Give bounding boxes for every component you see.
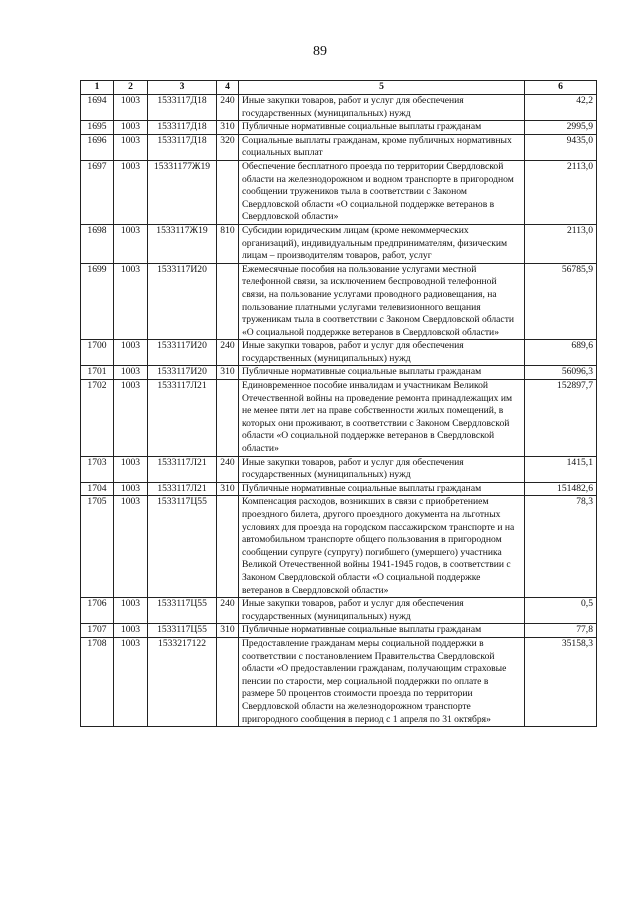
section-code: 1003 <box>114 121 148 135</box>
amount: 78,3 <box>525 496 597 598</box>
expense-type: 240 <box>217 456 239 482</box>
expense-type: 240 <box>217 95 239 121</box>
section-code: 1003 <box>114 224 148 263</box>
row-number: 1694 <box>81 95 114 121</box>
section-code: 1003 <box>114 598 148 624</box>
expense-type <box>217 380 239 457</box>
header-row <box>81 81 597 95</box>
row-number: 1702 <box>81 380 114 457</box>
expense-type: 810 <box>217 224 239 263</box>
section-code: 1003 <box>114 95 148 121</box>
table-row <box>81 637 597 726</box>
item-name: Иные закупки товаров, работ и услуг для обеспечения государственных (муниципальных) нужд <box>239 340 525 366</box>
item-name: Публичные нормативные социальные выплаты гражданам <box>239 482 525 496</box>
table-row <box>81 224 597 263</box>
amount: 151482,6 <box>525 482 597 496</box>
target-code: 1533117Д18 <box>148 134 217 160</box>
header-col-5: 5 <box>239 81 525 95</box>
target-code: 1533117Ж19 <box>148 224 217 263</box>
table-row <box>81 95 597 121</box>
item-name: Предоставление гражданам меры социальной поддержки в соответствии с постановлением Правительства Свердловской области «О предоставлении гражданам, получающим страховые пенсии по старости, мер социальной поддержки по оплате в размере 50 процентов стоимости проезда по территории Свердловской области на железнодорожном транспорте пригородного сообщения в период с 1 апреля по 31 октября» <box>239 637 525 726</box>
amount: 77,8 <box>525 624 597 638</box>
row-number: 1708 <box>81 637 114 726</box>
table-row <box>81 160 597 224</box>
target-code: 1533117Л21 <box>148 456 217 482</box>
target-code: 1533117И20 <box>148 263 217 340</box>
target-code: 1533117Л21 <box>148 482 217 496</box>
table-row <box>81 134 597 160</box>
table-row <box>81 456 597 482</box>
row-number: 1703 <box>81 456 114 482</box>
item-name: Компенсация расходов, возникших в связи с приобретением проездного билета, другого проездного документа на льготных условиях для проезда на городском пассажирском транспорте и на автомобильном транспорте общего пользования в пригородном сообщении супруге (супругу) погибшего (умершего) участника Великой Отечественной войны 1941-1945 годов, в соответствии с Законом Свердловской области «О социальной поддержке ветеранов в Свердловской области» <box>239 496 525 598</box>
header-col-1: 1 <box>81 81 114 95</box>
section-code: 1003 <box>114 160 148 224</box>
amount: 689,6 <box>525 340 597 366</box>
expense-type <box>217 637 239 726</box>
item-name: Субсидии юридическим лицам (кроме некоммерческих организаций), индивидуальным предпринимателям, физическим лицам – производителям товаров, работ, услуг <box>239 224 525 263</box>
item-name: Ежемесячные пособия на пользование услугами местной телефонной связи, за исключением беспроводной телефонной связи, на пользование услугами проводного радиовещания, на пользование платными услугами телевизионного вещания труженикам тыла в соответствии с Законом Свердловской области «О социальной поддержке ветеранов в Свердловской области» <box>239 263 525 340</box>
amount: 152897,7 <box>525 380 597 457</box>
table-body <box>81 95 597 727</box>
item-name: Единовременное пособие инвалидам и участникам Великой Отечественной войны на проведение ремонта принадлежащих им не менее пяти лет на праве собственности жилых помещений, в которых они проживают, в соответствии с Законом Свердловской области «О социальной поддержке ветеранов в Свердловской области» <box>239 380 525 457</box>
table-row <box>81 263 597 340</box>
item-name: Иные закупки товаров, работ и услуг для обеспечения государственных (муниципальных) нужд <box>239 95 525 121</box>
section-code: 1003 <box>114 340 148 366</box>
expense-type: 240 <box>217 598 239 624</box>
item-name: Публичные нормативные социальные выплаты гражданам <box>239 121 525 135</box>
expense-type <box>217 496 239 598</box>
row-number: 1696 <box>81 134 114 160</box>
row-number: 1695 <box>81 121 114 135</box>
header-col-4: 4 <box>217 81 239 95</box>
row-number: 1705 <box>81 496 114 598</box>
row-number: 1704 <box>81 482 114 496</box>
amount: 35158,3 <box>525 637 597 726</box>
expense-type: 310 <box>217 482 239 496</box>
row-number: 1700 <box>81 340 114 366</box>
target-code: 1533117Ц55 <box>148 624 217 638</box>
table-header <box>81 81 597 95</box>
budget-table <box>80 80 597 727</box>
section-code: 1003 <box>114 456 148 482</box>
table-row <box>81 624 597 638</box>
section-code: 1003 <box>114 366 148 380</box>
expense-type: 310 <box>217 121 239 135</box>
item-name: Иные закупки товаров, работ и услуг для обеспечения государственных (муниципальных) нужд <box>239 598 525 624</box>
amount: 0,5 <box>525 598 597 624</box>
amount: 56096,3 <box>525 366 597 380</box>
row-number: 1706 <box>81 598 114 624</box>
table-row <box>81 380 597 457</box>
expense-type: 310 <box>217 624 239 638</box>
item-name: Публичные нормативные социальные выплаты гражданам <box>239 624 525 638</box>
table-row <box>81 482 597 496</box>
amount: 2113,0 <box>525 224 597 263</box>
target-code: 1533117Ц55 <box>148 496 217 598</box>
target-code: 1533217122 <box>148 637 217 726</box>
section-code: 1003 <box>114 380 148 457</box>
item-name: Иные закупки товаров, работ и услуг для обеспечения государственных (муниципальных) нужд <box>239 456 525 482</box>
row-number: 1707 <box>81 624 114 638</box>
row-number: 1699 <box>81 263 114 340</box>
expense-type <box>217 263 239 340</box>
row-number: 1697 <box>81 160 114 224</box>
expense-type: 310 <box>217 366 239 380</box>
target-code: 15331177Ж19 <box>148 160 217 224</box>
header-col-3: 3 <box>148 81 217 95</box>
amount: 2995,9 <box>525 121 597 135</box>
amount: 9435,0 <box>525 134 597 160</box>
row-number: 1698 <box>81 224 114 263</box>
row-number: 1701 <box>81 366 114 380</box>
table-row <box>81 496 597 598</box>
amount: 1415,1 <box>525 456 597 482</box>
amount: 56785,9 <box>525 263 597 340</box>
section-code: 1003 <box>114 496 148 598</box>
section-code: 1003 <box>114 637 148 726</box>
item-name: Обеспечение бесплатного проезда по территории Свердловской области на железнодорожном и водном транспорте в пригородном сообщении тружеников тыла в соответствии с Законом Свердловской области «О социальной поддержке ветеранов в Свердловской области» <box>239 160 525 224</box>
table-row <box>81 340 597 366</box>
target-code: 1533117Д18 <box>148 95 217 121</box>
header-col-2: 2 <box>114 81 148 95</box>
item-name: Публичные нормативные социальные выплаты гражданам <box>239 366 525 380</box>
target-code: 1533117Ц55 <box>148 598 217 624</box>
section-code: 1003 <box>114 134 148 160</box>
target-code: 1533117И20 <box>148 340 217 366</box>
table-row <box>81 121 597 135</box>
expense-type: 320 <box>217 134 239 160</box>
table-row <box>81 598 597 624</box>
section-code: 1003 <box>114 263 148 340</box>
amount: 2113,0 <box>525 160 597 224</box>
page-number: 89 <box>313 44 327 59</box>
amount: 42,2 <box>525 95 597 121</box>
table-row <box>81 366 597 380</box>
target-code: 1533117Д18 <box>148 121 217 135</box>
expense-type <box>217 160 239 224</box>
expense-type: 240 <box>217 340 239 366</box>
section-code: 1003 <box>114 482 148 496</box>
header-col-6: 6 <box>525 81 597 95</box>
target-code: 1533117Л21 <box>148 380 217 457</box>
item-name: Социальные выплаты гражданам, кроме публичных нормативных социальных выплат <box>239 134 525 160</box>
target-code: 1533117И20 <box>148 366 217 380</box>
section-code: 1003 <box>114 624 148 638</box>
